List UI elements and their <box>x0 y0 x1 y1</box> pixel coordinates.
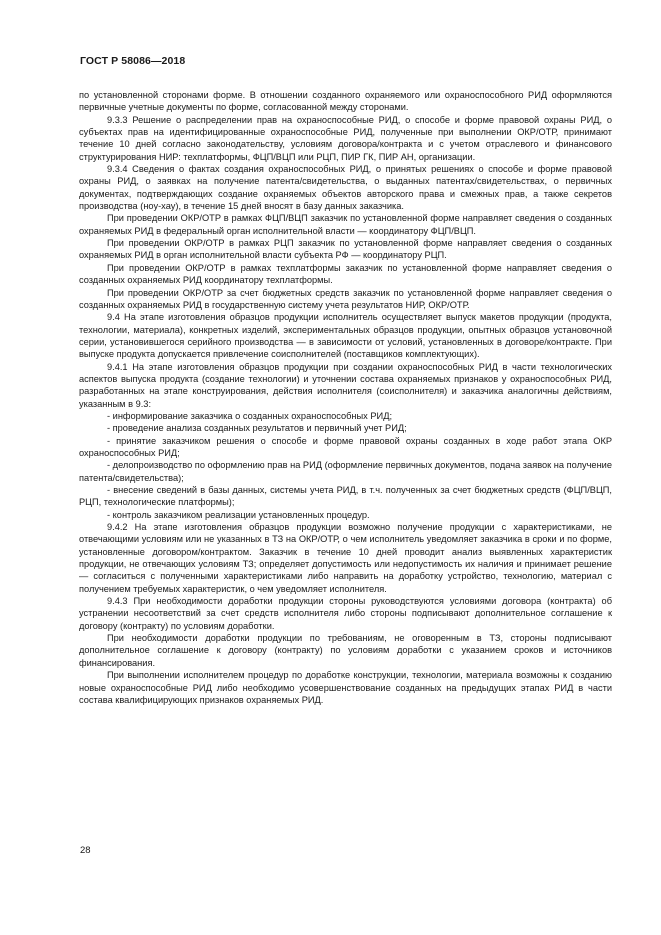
list-item: - проведение анализа созданных результатов и первичный учет РИД; <box>107 423 407 434</box>
page-body <box>79 89 612 706</box>
paragraph-budget: При проведении ОКР/ОТР за счет бюджетных средств заказчик по установленной форме направляет сведения о созданных охраняемых РИД в государственную систему учета результатов НИР, ОКР/ОТР. <box>79 287 612 310</box>
paragraph-9-4-1: 9.4.1 На этапе изготовления образцов продукции при создании охраноспособных РИД в части технологических аспектов выпуска продукта (создание технологии) и уточнении состава охраняемых признаков у охраноспособных РИД, разработанных на этапе конструирования, действия исполнителя (соисполнителя) и заказчика аналогичны действиям, указанным в 9.3: <box>79 361 612 409</box>
paragraph-new-rid: При выполнении исполнителем процедур по доработке конструкции, технологии, материала возможны к созданию новые охраноспособные РИД либо необходимо усовершенствование созданных на предыдущих этапах РИД в части состава квалифицирующих признаков охраняемых РИД. <box>79 670 612 705</box>
paragraph-rework: При необходимости доработки продукции по требованиям, не оговоренным в ТЗ, стороны подписывают дополнительное соглашение к договору (контракту) по условиям доработки с указанием сроков и источников финансирования. <box>79 633 612 668</box>
list-item: - информирование заказчика о созданных охраноспособных РИД; <box>107 410 393 421</box>
paragraph-9-4: 9.4 На этапе изготовления образцов продукции исполнитель осуществляет выпуск макетов продукции (продукта, технологии, материала), конкретных изделий, экспериментальных образцов продукции, опытных образцов установочной серии, установившегося серийного производства — в зависимости от условий, установленных в договоре/контракте. При выпуске продукта допускается привлечение соисполнителей (поставщиков комплектующих). <box>79 312 612 360</box>
list-item: - принятие заказчиком решения о способе и форме правовой охраны созданных в ходе работ этапа ОКР охраноспособных РИД; <box>79 435 612 458</box>
paragraph-9-3-3: 9.3.3 Решение о распределении прав на охраноспособные РИД, о способе и форме правовой охраны РИД, о субъектах прав на идентифицированные охраноспособные РИД, полученные при выполнении ОКР/ОТР, принимают течение 10 дней согласно законодательству, условиям договора/контракта и с учетом отраслевого и финансового структурирования НИР: техплатформы, ФЦП/ВЦП или РЦП, ПИР ГК, ПИР АН, организации. <box>79 114 612 162</box>
paragraph-rcp: При проведении ОКР/ОТР в рамках РЦП заказчик по установленной форме направляет сведения о созданных охраняемых РИД в орган исполнительной власти субъекта РФ — координатору РЦП. <box>79 238 612 261</box>
list-item: - внесение сведений в базы данных, системы учета РИД, в т.ч. полученных за счет бюджетных средств (ФЦП/ВЦП, РЦП, технологические платформы); <box>79 485 612 508</box>
paragraph-9-3-4: 9.3.4 Сведения о фактах создания охраноспособных РИД, о принятых решениях о способе и форме правовой охраны РИД, о заявках на получение патента/свидетельства, о выданных патентах/свидетельствах, о первичных документах, подтверждающих создание охраняемых объектов авторского права и смежных прав, а также секретов производства (ноу-хау), в течение 15 дней вносят в базу данных заказчика. <box>79 164 612 212</box>
paragraph-techplatform: При проведении ОКР/ОТР в рамках техплатформы заказчик по установленной форме направляет сведения о созданных охраняемых РИД координатору техплатформы. <box>79 262 612 286</box>
paragraph-9-4-3: 9.4.3 При необходимости доработки продукции стороны руководствуются условиями договора (контракта) об устранении несоответствий за счет средств исполнителя либо стороны подписывают дополнительное соглашение к договору (контракту) по условиям доработки. <box>79 596 612 631</box>
paragraph-9-4-2: 9.4.2 На этапе изготовления образцов продукции возможно получение продукции с характеристиками, не отвечающими условиям или не указанных в ТЗ на ОКР/ОТР, о чем исполнитель уведомляет заказчика в сроки и по форме, установленные договором/контрактом. Заказчик в течение 10 дней проводит анализ выявленных характеристик продукции, не отвечающих условиям ТЗ; определяет допустимость или недопустимость их наличия и принимает решение — согласиться с полученными характеристиками либо направить на доработку устройство, технологию, материал с получением требуемых характеристик, о чем уведомляет исполнителя. <box>79 522 612 594</box>
standard-header: ГОСТ Р 58086—2018 <box>80 55 186 67</box>
paragraph-fcp-vcp: При проведении ОКР/ОТР в рамках ФЦП/ВЦП заказчик по установленной форме направляет сведения о созданных охраняемых РИД в федеральный орган исполнительной власти — координатору ФЦП/ВЦП. <box>79 213 612 236</box>
page-number: 28 <box>80 845 91 856</box>
paragraph-continuation: по установленной сторонами форме. В отношении созданного охраняемого или охраноспособного РИД оформляются первичные учетные документы по форме, согласованной между сторонами. <box>79 90 612 113</box>
list-item: - контроль заказчиком реализации установленных процедур. <box>107 509 370 520</box>
list-item: - делопроизводство по оформлению прав на РИД (оформление первичных документов, подача заявок на получение патента/свидетельства); <box>79 460 612 483</box>
